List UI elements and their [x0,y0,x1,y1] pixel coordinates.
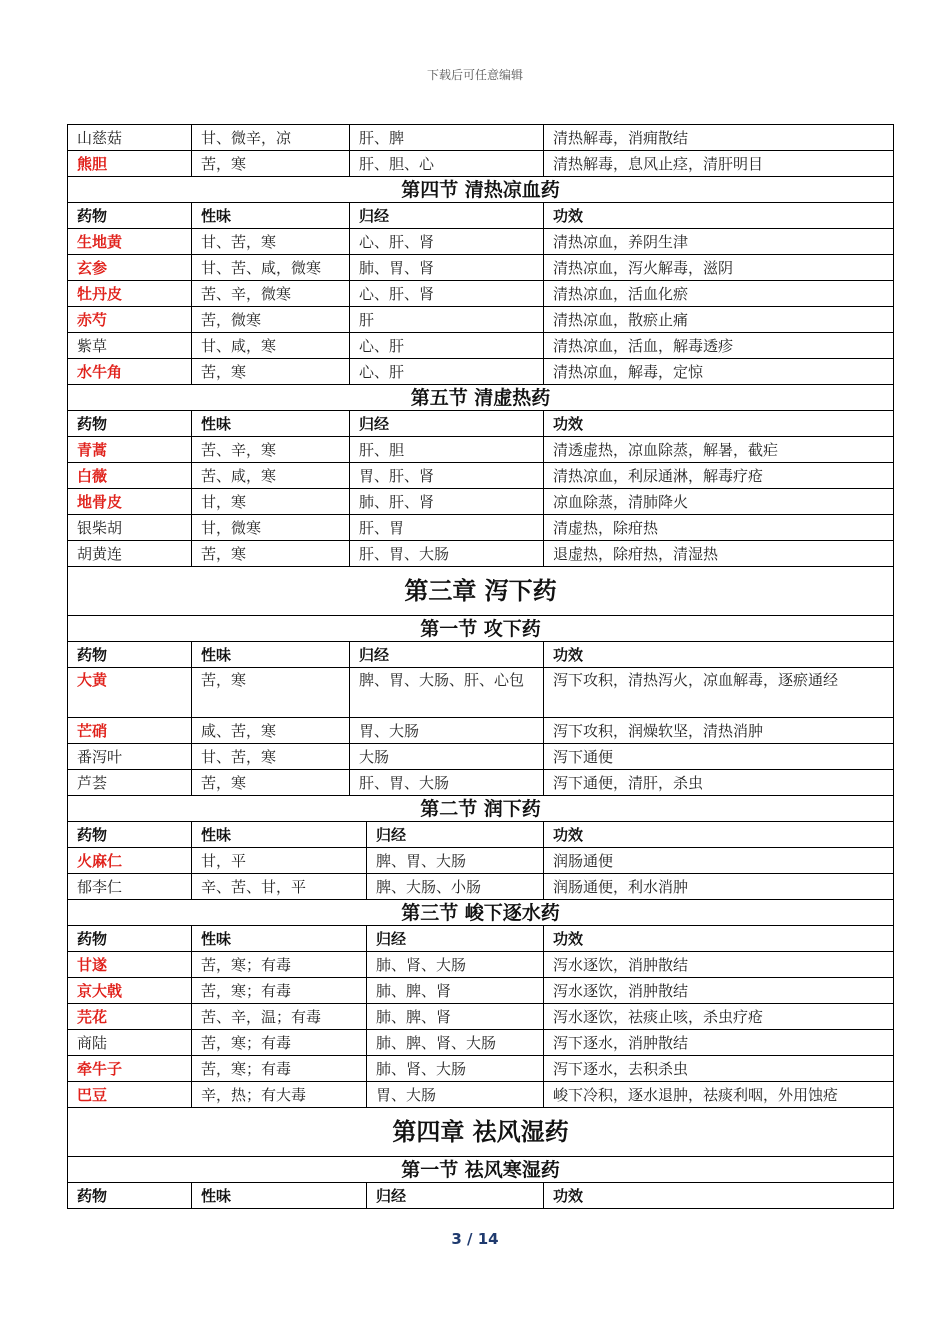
chapter-title: 第四章 祛风湿药 [68,1108,894,1157]
effect-cell: 泻下攻积，润燥软坚，清热消肿 [544,718,894,744]
flavor-cell: 甘、微辛，凉 [192,125,350,151]
meridian-cell: 胃、肝、肾 [350,463,544,489]
flavor-cell: 苦、辛，微寒 [192,281,350,307]
header-herb: 药物 [68,642,192,668]
herb-name: 生地黄 [68,229,192,255]
meridian-cell: 脾、大肠、小肠 [367,874,544,900]
column-header-row [68,642,894,668]
effect-cell: 清热解毒，消痈散结 [544,125,894,151]
table-row [68,437,894,463]
herb-name: 大黄 [68,668,192,718]
header-flavor: 性味 [192,1183,367,1209]
meridian-cell: 肝、胃 [350,515,544,541]
header-effect: 功效 [544,1183,894,1209]
flavor-cell: 苦，寒 [192,668,350,718]
header-herb: 药物 [68,203,192,229]
header-flavor: 性味 [192,822,367,848]
meridian-cell: 肝、胆 [350,437,544,463]
flavor-cell: 甘、苦，寒 [192,229,350,255]
meridian-cell: 肺、胃、肾 [350,255,544,281]
herb-name: 青蒿 [68,437,192,463]
herb-name: 地骨皮 [68,489,192,515]
herb-name: 紫草 [68,333,192,359]
meridian-cell: 肝、胃、大肠 [350,770,544,796]
effect-cell: 泻水逐饮，祛痰止咳，杀虫疗疮 [544,1004,894,1030]
table-row [68,359,894,385]
column-header-row [68,1183,894,1209]
table-row [68,718,894,744]
effect-cell: 清热凉血，散瘀止痛 [544,307,894,333]
column-header-row [68,411,894,437]
herb-name: 熊胆 [68,151,192,177]
header-flavor: 性味 [192,926,367,952]
effect-cell: 清热凉血，利尿通淋，解毒疗疮 [544,463,894,489]
meridian-cell: 肺、脾、肾 [367,978,544,1004]
flavor-cell: 苦，寒 [192,151,350,177]
header-flavor: 性味 [192,642,350,668]
table-row [68,1030,894,1056]
effect-cell: 泻水逐饮，消肿散结 [544,978,894,1004]
section-heading-row [68,900,894,926]
effect-cell: 清透虚热，凉血除蒸，解暑，截疟 [544,437,894,463]
herb-name: 芫花 [68,1004,192,1030]
header-meridian: 归经 [367,1183,544,1209]
herb-name: 商陆 [68,1030,192,1056]
chapter-title: 第三章 泻下药 [68,567,894,616]
section-heading-row [68,616,894,642]
herb-name: 甘遂 [68,952,192,978]
meridian-cell: 肝 [350,307,544,333]
section-title: 第五节 清虚热药 [68,385,894,411]
flavor-cell: 甘，平 [192,848,367,874]
herb-name: 白薇 [68,463,192,489]
herb-name: 巴豆 [68,1082,192,1108]
herb-name: 银柴胡 [68,515,192,541]
page-number: 3 / 14 [451,1230,499,1248]
effect-cell: 泻下攻积，清热泻火，凉血解毒，逐瘀通经 [544,668,894,718]
flavor-cell: 甘，微寒 [192,515,350,541]
table-row [68,333,894,359]
herb-name: 赤芍 [68,307,192,333]
header-effect: 功效 [544,926,894,952]
header-effect: 功效 [544,822,894,848]
meridian-cell: 心、肝 [350,333,544,359]
effect-cell: 清热凉血，泻火解毒，滋阴 [544,255,894,281]
effect-cell: 泻下逐水，消肿散结 [544,1030,894,1056]
effect-cell: 清热凉血，养阴生津 [544,229,894,255]
chapter-heading-row [68,1108,894,1157]
flavor-cell: 甘、苦，寒 [192,744,350,770]
meridian-cell: 胃、大肠 [367,1082,544,1108]
effect-cell: 清热凉血，活血化瘀 [544,281,894,307]
column-header-row [68,926,894,952]
header-meridian: 归经 [367,926,544,952]
header-meridian: 归经 [350,203,544,229]
herb-name: 芒硝 [68,718,192,744]
effect-cell: 泻下逐水，去积杀虫 [544,1056,894,1082]
herb-name: 胡黄连 [68,541,192,567]
meridian-cell: 肺、肾、大肠 [367,952,544,978]
flavor-cell: 苦，微寒 [192,307,350,333]
meridian-cell: 肝、脾 [350,125,544,151]
column-header-row [68,822,894,848]
flavor-cell: 苦，寒 [192,541,350,567]
meridian-cell: 肝、胆、心 [350,151,544,177]
section-heading-row [68,385,894,411]
effect-cell: 泻水逐饮，消肿散结 [544,952,894,978]
header-herb: 药物 [68,1183,192,1209]
flavor-cell: 苦、咸，寒 [192,463,350,489]
meridian-cell: 肺、脾、肾 [367,1004,544,1030]
table-row [68,668,894,718]
meridian-cell: 大肠 [350,744,544,770]
herb-name: 火麻仁 [68,848,192,874]
herb-name: 番泻叶 [68,744,192,770]
flavor-cell: 辛、苦、甘，平 [192,874,367,900]
flavor-cell: 苦，寒；有毒 [192,1030,367,1056]
herb-name: 郁李仁 [68,874,192,900]
table-row [68,1056,894,1082]
header-meridian: 归经 [367,822,544,848]
effect-cell: 清虚热，除疳热 [544,515,894,541]
header-effect: 功效 [544,642,894,668]
flavor-cell: 苦，寒；有毒 [192,952,367,978]
meridian-cell: 肺、肝、肾 [350,489,544,515]
table-row [68,770,894,796]
effect-cell: 泻下通便 [544,744,894,770]
effect-cell: 清热解毒，息风止痉，清肝明目 [544,151,894,177]
table-row [68,515,894,541]
header-flavor: 性味 [192,411,350,437]
herb-name: 玄参 [68,255,192,281]
effect-cell: 清热凉血，解毒，定惊 [544,359,894,385]
table-row [68,1004,894,1030]
header-herb: 药物 [68,411,192,437]
meridian-cell: 胃、大肠 [350,718,544,744]
section-heading-row [68,796,894,822]
flavor-cell: 甘，寒 [192,489,350,515]
section-title: 第三节 峻下逐水药 [68,900,894,926]
effect-cell: 峻下冷积，逐水退肿，祛痰利咽，外用蚀疮 [544,1082,894,1108]
section-title: 第二节 润下药 [68,796,894,822]
table-row [68,151,894,177]
effect-cell: 退虚热，除疳热，清湿热 [544,541,894,567]
table-row [68,874,894,900]
table-row [68,541,894,567]
flavor-cell: 辛，热；有大毒 [192,1082,367,1108]
flavor-cell: 苦，寒；有毒 [192,978,367,1004]
flavor-cell: 苦，寒；有毒 [192,1056,367,1082]
meridian-cell: 心、肝、肾 [350,281,544,307]
table-row [68,1082,894,1108]
effect-cell: 润肠通便，利水消肿 [544,874,894,900]
section-title: 第四节 清热凉血药 [68,177,894,203]
flavor-cell: 咸、苦，寒 [192,718,350,744]
table-row [68,489,894,515]
table-row [68,281,894,307]
herb-table [67,124,894,1209]
flavor-cell: 苦，寒 [192,770,350,796]
meridian-cell: 心、肝、肾 [350,229,544,255]
table-row [68,978,894,1004]
table-row [68,952,894,978]
effect-cell: 清热凉血，活血，解毒透疹 [544,333,894,359]
effect-cell: 凉血除蒸，清肺降火 [544,489,894,515]
flavor-cell: 苦，寒 [192,359,350,385]
herb-name: 牡丹皮 [68,281,192,307]
header-effect: 功效 [544,411,894,437]
table-row [68,229,894,255]
column-header-row [68,203,894,229]
table-row [68,307,894,333]
header-meridian: 归经 [350,411,544,437]
meridian-cell: 脾、胃、大肠、肝、心包 [350,668,544,718]
section-title: 第一节 攻下药 [68,616,894,642]
table-row [68,125,894,151]
meridian-cell: 脾、胃、大肠 [367,848,544,874]
section-title: 第一节 祛风寒湿药 [68,1157,894,1183]
flavor-cell: 甘、咸，寒 [192,333,350,359]
header-flavor: 性味 [192,203,350,229]
meridian-cell: 心、肝 [350,359,544,385]
header-herb: 药物 [68,822,192,848]
flavor-cell: 苦、辛，温；有毒 [192,1004,367,1030]
meridian-cell: 肝、胃、大肠 [350,541,544,567]
section-heading-row [68,177,894,203]
table-row [68,744,894,770]
herb-name: 京大戟 [68,978,192,1004]
meridian-cell: 肺、肾、大肠 [367,1056,544,1082]
effect-cell: 泻下通便，清肝，杀虫 [544,770,894,796]
table-row [68,848,894,874]
herb-name: 水牛角 [68,359,192,385]
header-effect: 功效 [544,203,894,229]
header-herb: 药物 [68,926,192,952]
herb-name: 山慈菇 [68,125,192,151]
herb-name: 芦荟 [68,770,192,796]
header-meridian: 归经 [350,642,544,668]
flavor-cell: 甘、苦、咸，微寒 [192,255,350,281]
chapter-heading-row [68,567,894,616]
section-heading-row [68,1157,894,1183]
table-row [68,463,894,489]
flavor-cell: 苦、辛，寒 [192,437,350,463]
page-header: 下载后可任意编辑 [426,68,523,82]
table-row [68,255,894,281]
meridian-cell: 肺、脾、肾、大肠 [367,1030,544,1056]
effect-cell: 润肠通便 [544,848,894,874]
herb-name: 牵牛子 [68,1056,192,1082]
